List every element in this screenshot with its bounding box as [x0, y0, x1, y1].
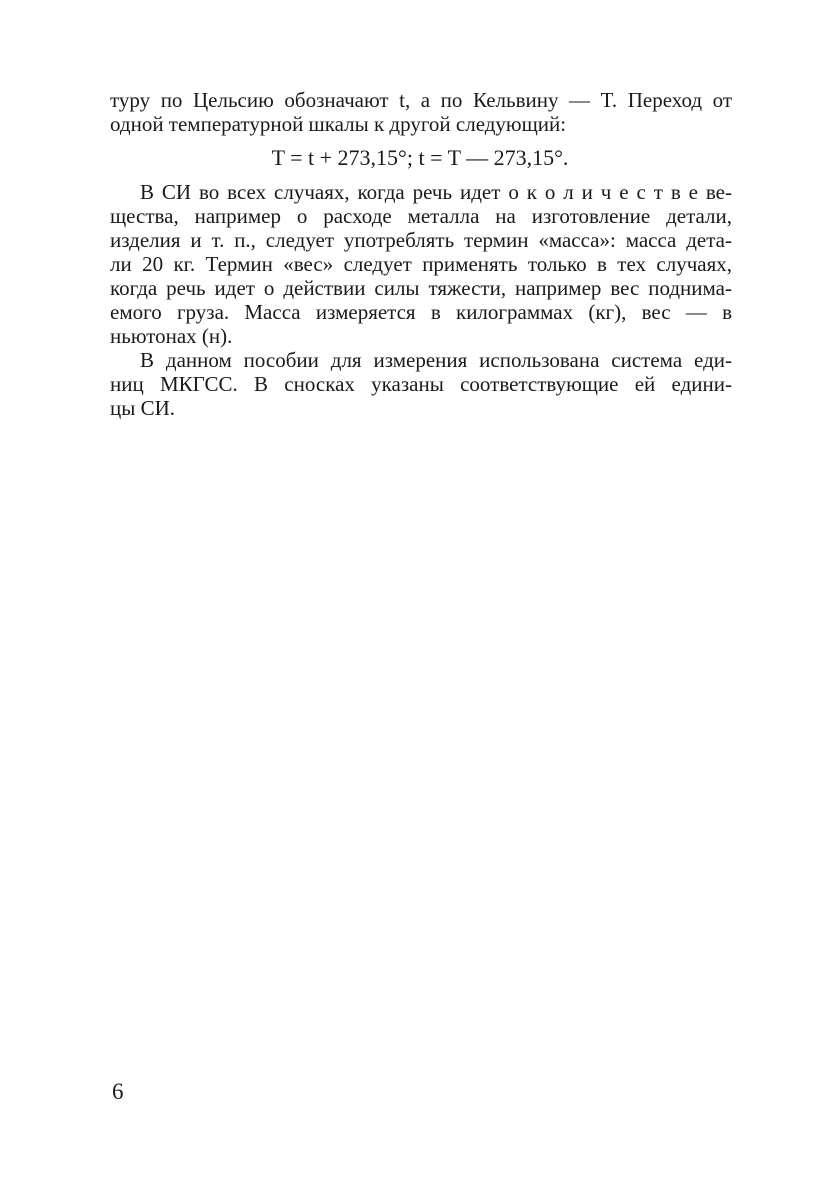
text-line: когда речь идет о действии силы тяжести, например вес поднима-	[110, 276, 732, 300]
text-line: В СИ во всех случаях, когда речь идет о к о л и ч е с т в е ве-	[140, 180, 732, 204]
text-line: одной температурной шкалы к другой следующий:	[110, 112, 567, 136]
text-line: ньютонах (н).	[110, 324, 233, 348]
page-number: 6	[112, 1079, 124, 1104]
text-line: емого груза. Масса измеряется в килограммах (кг), вес — в	[110, 300, 732, 324]
temperature-formula: T = t + 273,15°; t = T — 273,15°.	[271, 145, 569, 170]
text-line: изделия и т. п., следует употреблять термин «масса»: масса дета-	[110, 228, 732, 252]
text-line: туру по Цельсию обозначают t, а по Кельвину — T. Переход от	[110, 88, 732, 112]
text-line: щества, например о расходе металла на изготовление детали,	[110, 204, 732, 228]
text-line: цы СИ.	[110, 396, 176, 420]
text-line: ниц МКГСС. В сносках указаны соответствующие ей едини-	[110, 372, 732, 396]
text-line: В данном пособии для измерения использована система еди-	[140, 348, 732, 372]
text-line: ли 20 кг. Термин «вес» следует применять только в тех случаях,	[110, 252, 732, 276]
